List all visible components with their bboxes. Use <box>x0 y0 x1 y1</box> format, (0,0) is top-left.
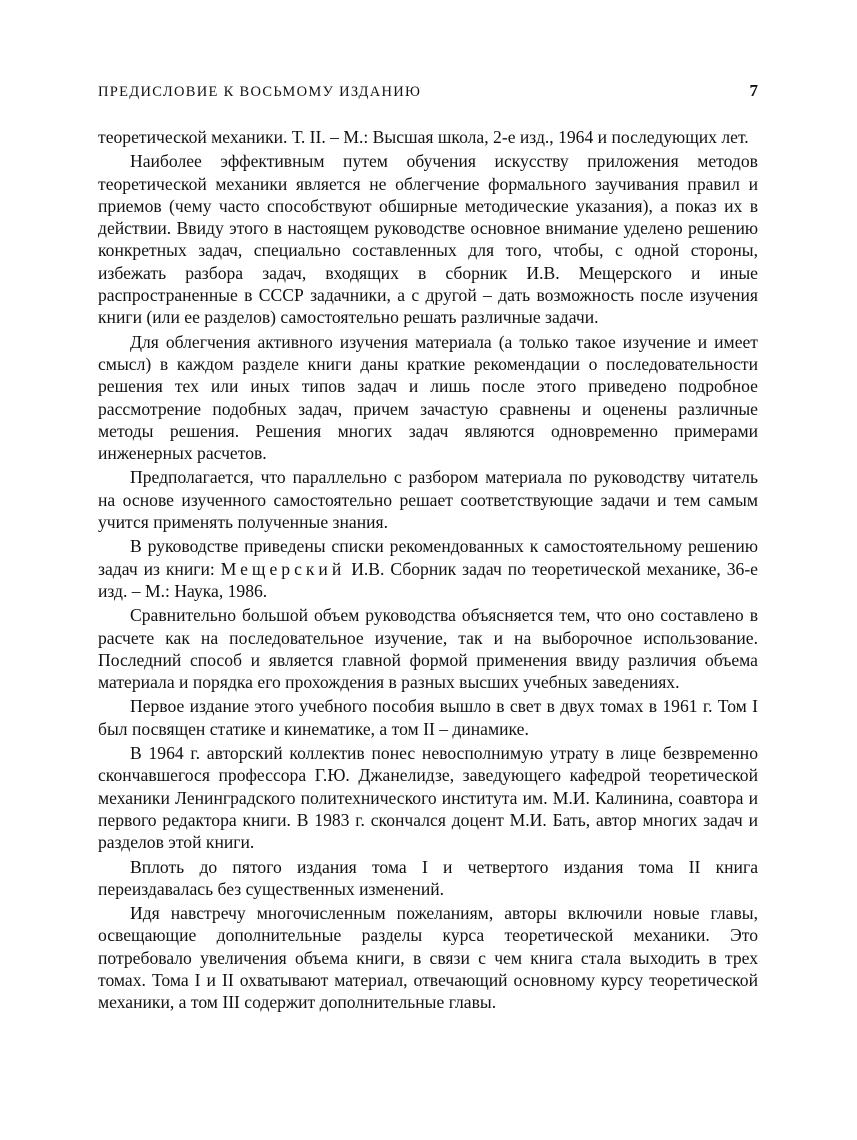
paragraph: Для облегчения активного изучения материала (а только такое изучение и имеет смысл) в каждом разделе книги даны краткие рекомендации о последовательности решения тех или иных типов задач и лишь после этого приведено подробное рассмотрение подобных задач, причем зачастую сравнены и оценены различные методы решения. Решения многих задач являются одновременно примерами инженерных расчетов. <box>98 331 758 464</box>
page-header <box>98 80 758 106</box>
paragraph-text: И.В. Сборник задач по теоретической механике, 36-е изд. – М.: Наука, 1986. <box>98 558 758 601</box>
running-head: ПРЕДИСЛОВИЕ К ВОСЬМОМУ ИЗДАНИЮ <box>98 84 422 100</box>
paragraph-text: В руководстве приведены списки рекомендованных к самостоятельному решению задач из книги: <box>98 536 758 579</box>
paragraph-reference <box>98 535 758 602</box>
paragraph: Вплоть до пятого издания тома I и четвертого издания тома II книга переиздавалась без существенных изменений. <box>98 856 758 899</box>
body-text <box>98 126 758 1014</box>
paragraph: Предполагается, что параллельно с разбором материала по руководству читатель на основе изученного самостоятельно решает соответствующие задачи и тем самым учится применять полученные знания. <box>98 467 758 533</box>
paragraph: Сравнительно большой объем руководства объясняется тем, что оно составлено в расчете как на последовательное изучение, так и на выборочное использование. Последний способ и является главной формой применения ввиду различия объема материала и порядка его прохождения в разных высших учебных заведениях. <box>98 605 758 693</box>
book-page <box>98 80 758 1014</box>
paragraph: Наиболее эффективным путем обучения искусству приложения методов теоретической механики является не облегчение формального заучивания правил и приемов (чему часто способствуют обширные методические указания), а показ их в действии. Ввиду этого в настоящем руководстве основное внимание уделено решению конкретных задач, специально составленных для того, чтобы, с одной стороны, избежать разбора задач, входящих в сборник И.В. Мещерского и иные распространенные в СССР задачники, а с другой – дать возможность после изучения книги (или ее разделов) самостоятельно решать различные задачи. <box>98 151 758 328</box>
page-number: 7 <box>749 81 758 100</box>
paragraph: Первое издание этого учебного пособия вышло в свет в двух томах в 1961 г. Том I был посвящен статике и кинематике, а том II – динамике. <box>98 696 758 739</box>
paragraph-continuation: теоретической механики. Т. II. – М.: Высшая школа, 2-е изд., 1964 и последующих лет. <box>98 127 749 147</box>
author-name-spaced: Мещерский <box>220 558 346 579</box>
paragraph: Идя навстречу многочисленным пожеланиям, авторы включили новые главы, освещающие дополнительные разделы курса теоретической механики. Это потребовало увеличения объема книги, в связи с чем книга стала выходить в трех томах. Тома I и II охватывают материал, отвечающий основному курсу теоретической механики, а том III содержит дополнительные главы. <box>98 903 758 1013</box>
paragraph: В 1964 г. авторский коллектив понес невосполнимую утрату в лице безвременно скончавшегося профессора Г.Ю. Джанелидзе, заведующего кафедрой теоретической механики Ленинградского политехнического института им. М.И. Калинина, соавтора и первого редактора книги. В 1983 г. скончался доцент М.И. Бать, автор многих задач и разделов этой книги. <box>98 743 758 853</box>
